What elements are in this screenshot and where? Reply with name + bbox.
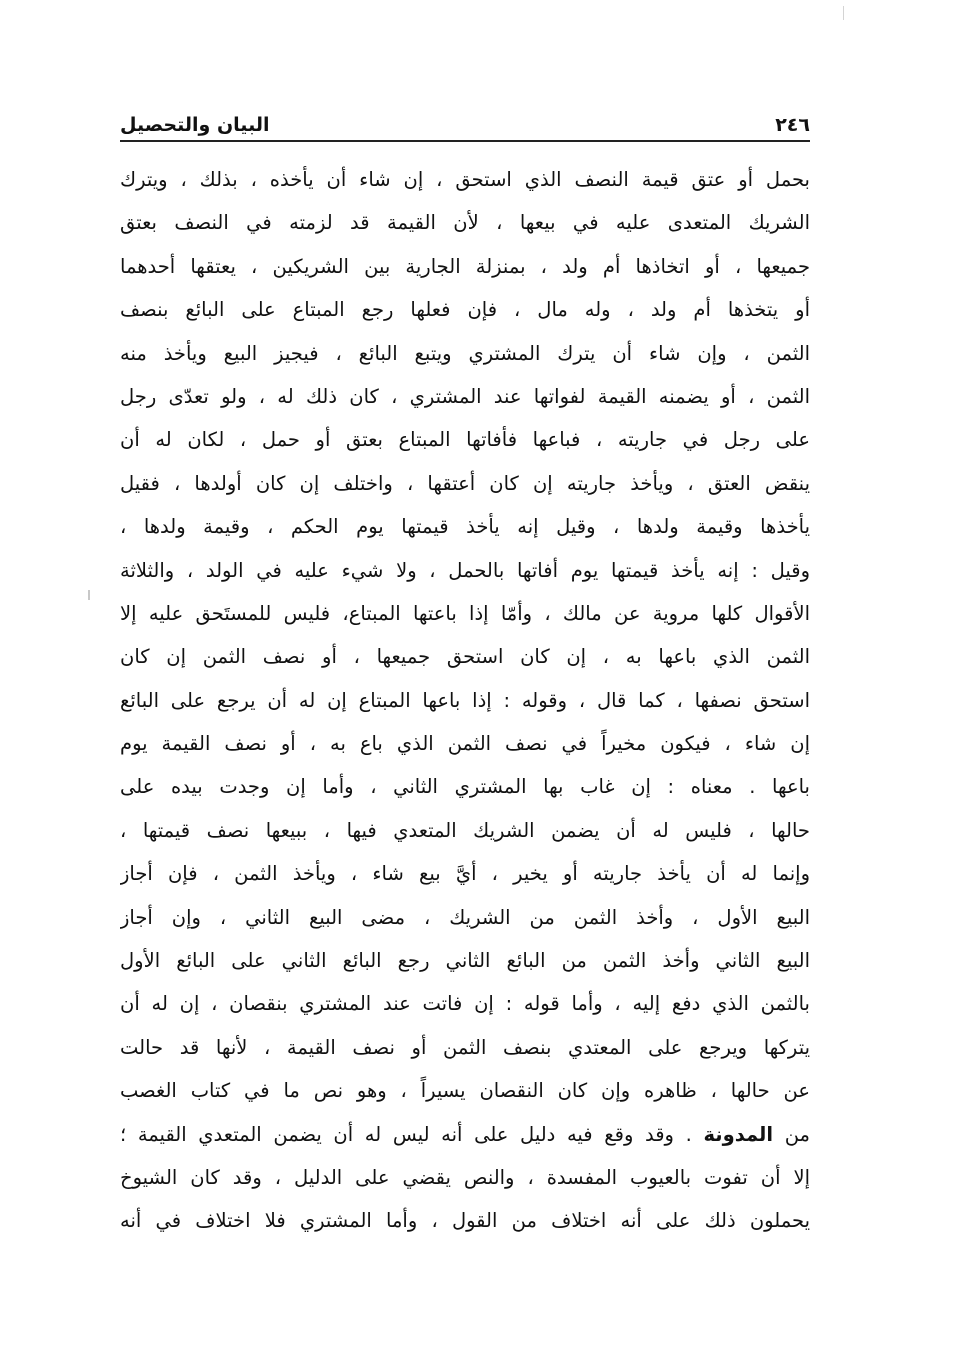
book-title: البيان والتحصيل xyxy=(120,114,270,136)
text-line: عن حالها ، ظاهره وإن كان النقصان يسيراً ، وهو نص ما في كتاب الغصب xyxy=(120,1079,810,1103)
text-line xyxy=(120,1113,810,1156)
text-line: البيع الثاني وأخذ الثمن من البائع الثاني رجع البائع الثاني على البائع الأول xyxy=(120,949,810,973)
text-line: الثمن الذي باعها به ، إن كان استحق جميعها ، أو نصف الثمن إن كان xyxy=(120,645,810,669)
text-line: باعها . معناه : إن غاب بها المشتري الثاني ، وأما إن وجدت بيده على xyxy=(120,775,810,799)
margin-mark xyxy=(88,590,90,600)
text-line: على رجل في جاريته ، فباعها فأفاتها المبتاع بعتق أو حمل ، لكان له أن xyxy=(120,428,810,452)
text-line: بالثمن الذي دفع إليه ، وأما قوله : إن فاتت عند المشتري بنقصان ، إن له أن xyxy=(120,992,810,1016)
text-line: الأقوال كلها مروية عن مالك ، وأمّا إذا باعتها المبتاع، فليس للمستَحق عليه إلا xyxy=(120,601,810,625)
text-line: إن شاء ، فيكون مخيراً في نصف الثمن الذي باع به ، أو نصف القيمة يوم xyxy=(120,732,810,756)
text-line: وقيل : إنه يأخذ قيمتها يوم أفاتها بالحمل ، ولا شيء عليه في الولد ، والثلاثة xyxy=(120,558,810,582)
running-header xyxy=(120,96,810,136)
text-line: الثمن ، أو يضمنه القيمة لفواتها عند المشتري ، كان ذلك له ، ولو تعدّى رجل xyxy=(120,384,810,408)
text-line: بحمل أو عتق قيمة النصف الذي استحق ، إن شاء أن يأخذه ، بذلك ، ويترك xyxy=(120,168,810,191)
text-line: يحملون ذلك على أنه اختلاف من القول ، وأما المشتري فلا اختلاف في أنه xyxy=(120,1209,810,1233)
text-line: الثمن ، وإن شاء أن يترك المشتري ويتبع البائع ، فيجيز البيع ويأخذ منه xyxy=(120,341,810,365)
text-line: جميعها ، أو اتخاذها أم ولد ، بمنزلة الجارية بين الشريكين ، يعتقها أحدهما xyxy=(120,254,810,278)
header-rule xyxy=(120,140,810,142)
text-line: يتركها ويرجع على المعتدي بنصف الثمن أو نصف القيمة ، لأنها قد حالت xyxy=(120,1035,810,1059)
page-number: ٢٤٦ xyxy=(775,114,810,136)
line-text: من xyxy=(773,1122,810,1146)
text-line: أو يتخذها أم ولد ، وله مال ، فإن فعلها رجع المبتاع على البائع بنصف xyxy=(120,298,810,322)
line-text: . وقد وقع فيه دليل على أنه ليس له أن يضمن المتعدي القيمة ؛ xyxy=(120,1122,704,1146)
text-line: ينقض العتق ، ويأخذ جاريته إن كان أعتقها ، واختلف إن كان أولدها ، فقيل xyxy=(120,471,810,495)
text-line: البيع الأول ، وأخذ الثمن من الشريك ، مضى البيع الثاني ، وإن أجاز xyxy=(120,905,810,929)
text-line: وإنما له أن يأخذ جاريته أو يخير ، أيَّ بيع شاء ، ويأخذ الثمن ، فإن أجاز xyxy=(120,862,810,886)
text-line: إلا أن تفوت بالعيوب المفسدة ، والنص يقضي على الدليل ، وقد كان الشيوخ xyxy=(120,1165,810,1189)
body-text xyxy=(120,158,810,1243)
scan-mark xyxy=(843,6,844,20)
bold-term: المدونة xyxy=(703,1122,774,1146)
text-line: يأخذها وقيمة ولدها ، وقيل إنه يأخذ قيمتها يوم الحكم ، وقيمة ولدها ، xyxy=(120,515,810,539)
text-line: الشريك المتعدى عليه في بيعها ، لأن القيمة قد لزمته في النصف بعتق xyxy=(120,211,810,235)
text-line: استحق نصفها ، كما قال ، وقوله : إذا باعها المبتاع إن له أن يرجع على البائع xyxy=(120,688,810,712)
text-line: حالها ، فليس له أن يضمن الشريك المتعدي فيها ، ببيعها نصف قيمتها ، xyxy=(120,818,810,842)
